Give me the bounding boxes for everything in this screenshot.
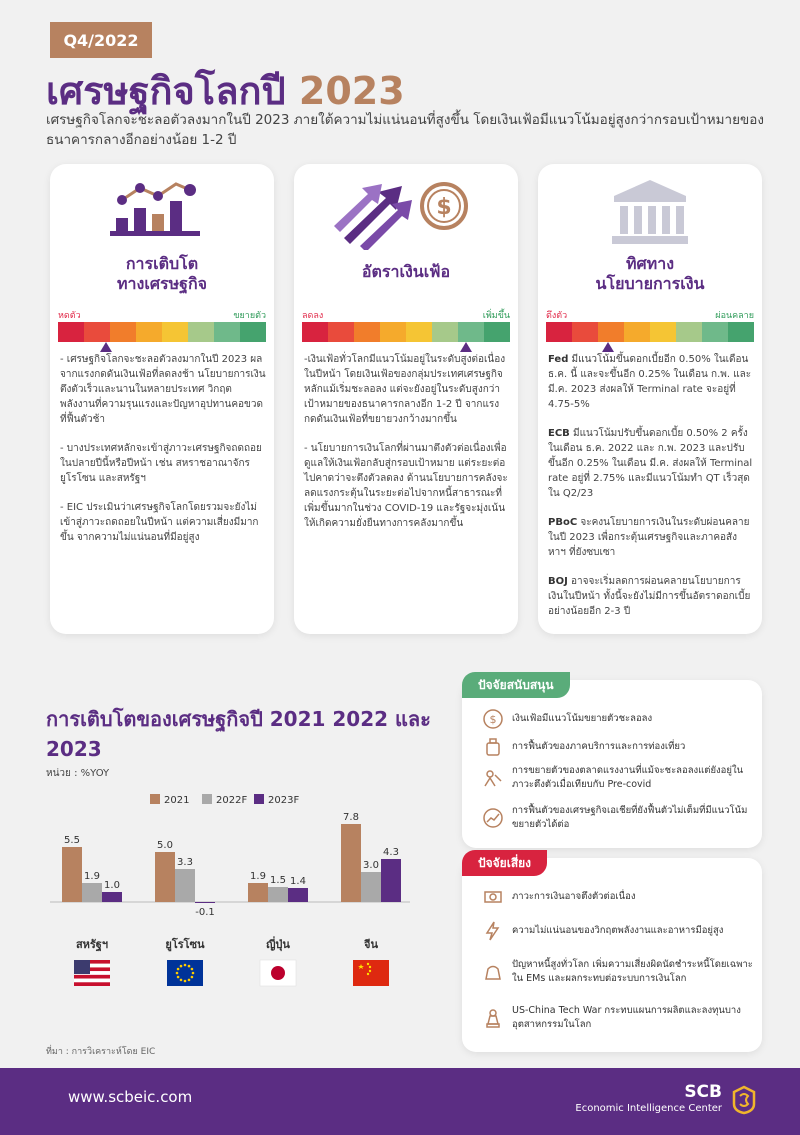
data-label: 3.0 [363, 860, 379, 871]
inflation-scale-marker [460, 342, 472, 352]
risk-item-text: US-China Tech War กระทบแผนการผลิตและลงทุนบางอุตสาหกรรมในโลก [512, 1005, 741, 1030]
legend-label: 2023F [268, 795, 300, 806]
inflation-card-title: อัตราเงินเฟ้อ [361, 262, 451, 281]
pboc-paragraph [548, 515, 754, 560]
eu-flag-star [191, 976, 194, 979]
inflation-paragraph: -เงินเฟ้อทั่วโลกมีแนวโน้มอยู่ในระดับสูงต่อเนื่องในปีหน้า โดยเงินเฟ้อของกลุ่มประเทศเศรษฐกิจหลักแม้เริ่มชะลอลง แต่จะยังอยู่ในระดับสูงกว่าเป้าหมายของธนาคารกลางอีก 1-2 ปี จากแรงกดดันเงินเฟ้อที่ขยายวงกว้างมากขึ้น [304, 354, 506, 425]
monetary-policy-card [538, 164, 762, 634]
support-item-text: การขยายตัวของตลาดแรงงานที่แม้จะชะลอลงแต่ยังอยู่ในภาวะตึงตัวเมื่อเทียบกับ Pre-covid [512, 765, 744, 790]
chart-bar [248, 883, 268, 902]
china-flag-small-star [369, 970, 371, 972]
growth-scale-high: ขยายตัว [233, 311, 266, 321]
chart-bar [155, 852, 175, 902]
ecb-text: มีแนวโน้มปรับขึ้นดอกเบี้ย 0.50% 2 ครั้งในเดือน ธ.ค. 2022 และ ก.พ. 2023 และปรับขึ้นอีก 0.25% ในเดือน มี.ค. ส่งผลให้ Terminal rate อยู่ที่ 2.75% และมีแนวโน้มทำ QT เร็วสุดใน Q2/23 [548, 428, 753, 499]
debt-icon [482, 961, 504, 983]
support-item [482, 804, 754, 832]
energy-crisis-icon [482, 920, 504, 942]
chart-bar [175, 869, 195, 902]
chart-bar [82, 883, 102, 902]
footer [0, 1068, 800, 1135]
eu-flag-star [184, 980, 187, 983]
growth-chart-icon [50, 176, 274, 250]
labor-market-icon [482, 767, 504, 789]
chart-bar [62, 847, 82, 902]
china-flag-small-star [367, 973, 369, 975]
growth-scale [58, 308, 266, 342]
chart-bar [381, 859, 401, 902]
support-item [482, 736, 754, 758]
chart-bar [361, 872, 381, 902]
support-item-text: การฟื้นตัวของภาคบริการและการท่องเที่ยว [512, 741, 686, 752]
ecb-label: ECB [548, 428, 570, 439]
inflation-scale-low: ลดลง [302, 311, 324, 321]
fed-paragraph [548, 352, 754, 412]
monetary-policy-title-line1: ทิศทาง [625, 254, 675, 273]
inflation-scale-high: เพิ่มขึ้น [482, 311, 510, 321]
category-label: ยูโรโซน [165, 938, 205, 951]
data-label: 1.9 [250, 871, 266, 882]
growth-card-title [50, 254, 274, 294]
boj-text: อาจจะเริ่มลดการผ่อนคลายนโยบายการเงินในปีหน้า ทั้งนี้จะยังไม่มีการขึ้นอัตราดอกเบี้ยอย่างน้อยอีก 2-3 ปี [548, 576, 751, 617]
chart-unit: หน่วย : %YOY [46, 768, 110, 779]
data-label: -0.1 [195, 907, 215, 918]
us-flag-stripe [74, 982, 110, 986]
eu-flag-star [177, 968, 180, 971]
us-flag-stripe [74, 979, 110, 983]
risk-item [482, 920, 754, 942]
data-label: 5.5 [64, 835, 80, 846]
data-label: 1.5 [270, 875, 286, 886]
legend-label: 2021 [164, 795, 190, 806]
pboc-text: จะคงนโยบายการเงินในระดับผ่อนคลายในปี 2023 เพื่อกระตุ้นเศรษฐกิจและภาคอสังหาฯ ที่ยังซบเซา [548, 517, 750, 558]
fed-label: Fed [548, 354, 569, 365]
page-title-main: เศรษฐกิจโลกปี [46, 69, 299, 113]
inflation-scale [302, 308, 510, 342]
pboc-label: PBoC [548, 517, 578, 528]
support-item-text: เงินเฟ้อมีแนวโน้มขยายตัวชะลอลง [512, 713, 653, 724]
chart-source: ที่มา : การวิเคราะห์โดย EIC [46, 1047, 156, 1057]
support-factors-panel [462, 677, 762, 848]
data-label: 1.9 [84, 871, 100, 882]
category-label: ญี่ปุ่น [266, 938, 290, 951]
inflation-down-icon [482, 708, 504, 730]
eu-flag-star [176, 972, 179, 975]
chart-bar [288, 888, 308, 902]
boj-paragraph [548, 574, 754, 619]
china-flag-small-star [369, 966, 371, 968]
support-item [482, 708, 754, 730]
monetary-scale-high: ผ่อนคลาย [715, 311, 754, 321]
risk-item-text: ปัญหาหนี้สูงทั่วโลก เพิ่มความเสี่ยงผิดนัดชำระหนี้โดยเฉพาะใน EMs และผลกระทบต่อระบบการเงินโลก [512, 959, 753, 984]
growth-scale-marker [100, 342, 112, 352]
data-label: 5.0 [157, 840, 173, 851]
inflation-arrows-icon [294, 176, 518, 250]
inflation-paragraph: - นโยบายการเงินโลกที่ผ่านมาตึงตัวต่อเนื่องเพื่อดูแลให้เงินเฟ้อกลับสู่กรอบเป้าหมาย แต่ระยะต่อไปคาดว่าจะตึงตัวลดลง ด้านนโยบายการคลังจะลดแรงกระตุ้นในระยะต่อไปจากหนี้สาธารณะที่เพิ่มขึ้นมากในช่วง COVID-19 และรัฐจะมุ่งเน้นให้เกิดความยั่งยืนทางการคลังมากขึ้น [304, 443, 508, 529]
page-title-year: 2023 [298, 69, 405, 113]
us-flag-canton [74, 960, 90, 974]
monetary-scale-low: ตึงตัว [546, 311, 568, 321]
japan-flag-sun [271, 966, 285, 980]
risk-item-text: ภาวะการเงินอาจตึงตัวต่อเนื่อง [512, 891, 636, 902]
growth-card-title-line1: การเติบโต [125, 254, 199, 273]
boj-label: BOJ [548, 576, 568, 587]
risk-item [482, 886, 754, 908]
growth-card-body [60, 352, 266, 559]
chart-bar [195, 902, 215, 903]
eu-flag-star [192, 972, 195, 975]
growth-card-title-line2: ทางเศรษฐกิจ [117, 274, 207, 293]
risk-item [482, 1004, 754, 1032]
ecb-paragraph [548, 426, 754, 501]
monetary-policy-title-line2: นโยบายการเงิน [595, 274, 705, 293]
growth-paragraph: - บางประเทศหลักจะเข้าสู่ภาวะเศรษฐกิจถดถอยในปลายปีนี้หรือปีหน้า เช่น สหราชอาณาจักร ยูโรโซน และสหรัฐฯ [60, 443, 262, 484]
website-link[interactable]: www.scbeic.com [68, 1088, 193, 1106]
scb-logo-icon [728, 1084, 760, 1116]
legend-swatch [150, 794, 160, 804]
growth-paragraph: - EIC ประเมินว่าเศรษฐกิจโลกโดยรวมจะยังไม่เข้าสู่ภาวะถดถอยในปีหน้า แต่ความเสี่ยงมีมากขึ้น จากความไม่แน่นอนที่มีอยู่สูง [60, 502, 259, 543]
risk-item-text: ความไม่แน่นอนของวิกฤตพลังงานและอาหารมีอยู่สูง [512, 925, 724, 936]
chart-bar [341, 824, 361, 902]
data-label: 3.3 [177, 857, 193, 868]
monetary-policy-card-body [548, 352, 754, 633]
risk-item [482, 958, 754, 986]
chess-icon [482, 1007, 504, 1029]
chart-bar [102, 892, 122, 902]
brand-center: Economic Intelligence Center [575, 1103, 722, 1114]
monetary-policy-card-title [538, 254, 762, 294]
category-label: จีน [364, 938, 378, 951]
growth-paragraph: - เศรษฐกิจโลกจะชะลอตัวลงมากในปี 2023 ผลจากแรงกดดันเงินเฟ้อที่ลดลงช้า นโยบายการเงินตึงตัวเร็วและนานในหลายประเทศ วิกฤตพลังงานที่ความรุนแรงและปัญหาอุปทานคอขวดที่ฟื้นตัวช้า [60, 354, 266, 425]
support-factors-tag: ปัจจัยสนับสนุน [462, 672, 570, 698]
chart-bar [268, 887, 288, 902]
growth-scale-low: หดตัว [58, 311, 81, 321]
quarter-badge: Q4/2022 [50, 22, 152, 58]
china-flag-small-star [367, 963, 369, 965]
footer-brand [575, 1082, 722, 1116]
eu-flag-star [191, 968, 194, 971]
inflation-card-body [304, 352, 510, 545]
luggage-icon [482, 736, 504, 758]
risk-factors-tag: ปัจจัยเสี่ยง [462, 850, 547, 876]
data-label: 4.3 [383, 847, 399, 858]
growth-bar-chart [40, 788, 420, 1018]
brand-name: SCB [684, 1082, 722, 1102]
asia-recovery-icon [482, 807, 504, 829]
category-label: สหรัฐฯ [75, 938, 109, 951]
china-flag [353, 960, 389, 986]
monetary-policy-scale [546, 308, 754, 342]
eu-flag-star [177, 976, 180, 979]
legend-label: 2022F [216, 795, 248, 806]
fed-text: มีแนวโน้มขึ้นดอกเบี้ยอีก 0.50% ในเดือน ธ.ค. นี้ และจะขึ้นอีก 0.25% ในเดือน ก.พ. และ มี.ค. 2023 ส่งผลให้ Terminal rate จะอยู่ที่ 4.75-5% [548, 354, 752, 410]
data-label: 7.8 [343, 812, 359, 823]
inflation-card [294, 164, 518, 634]
eu-flag-star [180, 979, 183, 982]
data-label: 1.4 [290, 876, 306, 887]
money-tight-icon [482, 886, 504, 908]
legend-swatch [254, 794, 264, 804]
risk-factors-panel [462, 855, 762, 1052]
svg-text:$: $ [436, 195, 452, 220]
us-flag-stripe [74, 975, 110, 979]
support-item-text: การฟื้นตัวของเศรษฐกิจเอเชียที่ยังฟื้นตัวไม่เต็มที่มีแนวโน้มขยายตัวได้ต่อ [512, 805, 748, 830]
growth-card [50, 164, 274, 634]
chart-title: การเติบโตของเศรษฐกิจปี 2021 2022 และ 2023 [46, 707, 431, 761]
data-label: 1.0 [104, 880, 120, 891]
eu-flag-star [184, 964, 187, 967]
eu-flag-star [188, 979, 191, 982]
legend-swatch [202, 794, 212, 804]
svg-text:$: $ [489, 713, 497, 726]
eu-flag-star [188, 965, 191, 968]
central-bank-icon [538, 176, 762, 250]
eu-flag-star [180, 965, 183, 968]
page-subtitle: เศรษฐกิจโลกจะชะลอตัวลงมากในปี 2023 ภายใต้ความไม่แน่นอนที่สูงขึ้น โดยเงินเฟ้อมีแนวโน้มอยู่สูงกว่ากรอบเป้าหมายของธนาคารกลางอีกอย่างน้อย 1-2 ปี [46, 112, 764, 148]
monetary-scale-marker [602, 342, 614, 352]
support-item [482, 764, 754, 792]
